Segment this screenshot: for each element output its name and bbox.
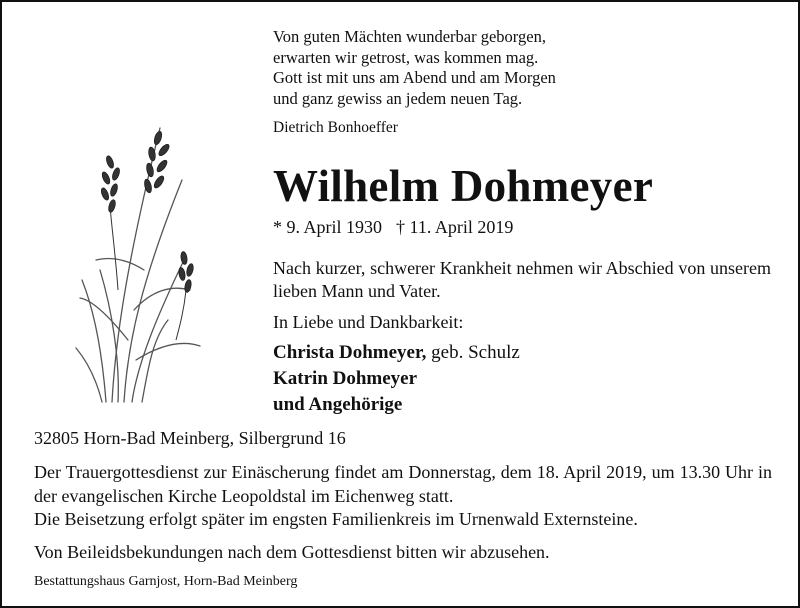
birth-date: * 9. April 1930 — [273, 217, 383, 237]
widow-name: Christa Dohmeyer, — [273, 342, 427, 363]
life-dates — [273, 217, 513, 238]
poem-author: Dietrich Bonhoeffer — [273, 119, 398, 136]
poem-line: Von guten Mächten wunderbar geborgen, — [273, 27, 546, 46]
poem-line: Gott ist mit uns am Abend und am Morgen — [273, 68, 556, 87]
poem — [273, 27, 556, 109]
wheat-ears-icon — [72, 110, 222, 410]
mourner-widow — [273, 340, 520, 366]
service-details — [34, 461, 772, 532]
poem-line: erwarten wir getrost, was kommen mag. — [273, 47, 539, 67]
deceased-name: Wilhelm Dohmeyer — [273, 161, 654, 211]
mourners-list — [273, 340, 520, 418]
widow-maiden-name: geb. Schulz — [431, 342, 520, 363]
poem-line: und ganz gewiss an jedem neuen Tag. — [273, 88, 523, 108]
announcement: Nach kurzer, schwerer Krankheit nehmen wir Abschied von unserem lieben Mann und Vater. — [273, 258, 771, 301]
closing-phrase: In Liebe und Dankbarkeit: — [273, 312, 464, 332]
death-date: † 11. April 2019 — [396, 217, 514, 237]
funeral-home: Bestattungshaus Garnjost, Horn-Bad Meinberg — [34, 574, 298, 589]
family-address: 32805 Horn-Bad Meinberg, Silbergrund 16 — [34, 428, 346, 448]
mourner-relatives: und Angehörige — [273, 394, 403, 415]
mourner-daughter: Katrin Dohmeyer — [273, 368, 418, 389]
condolence-note: Von Beileidsbekundungen nach dem Gottesdienst bitten wir abzusehen. — [34, 542, 550, 562]
funeral-service-text: Der Trauergottesdienst zur Einäscherung findet am Donnerstag, dem 18. April 2019, um 13.30 Uhr in der evangelischen Kirche Leopoldstal im Eichenweg statt. — [34, 462, 772, 506]
burial-text: Die Beisetzung erfolgt später im engsten Familienkreis im Urnenwald Externsteine. — [34, 509, 638, 529]
